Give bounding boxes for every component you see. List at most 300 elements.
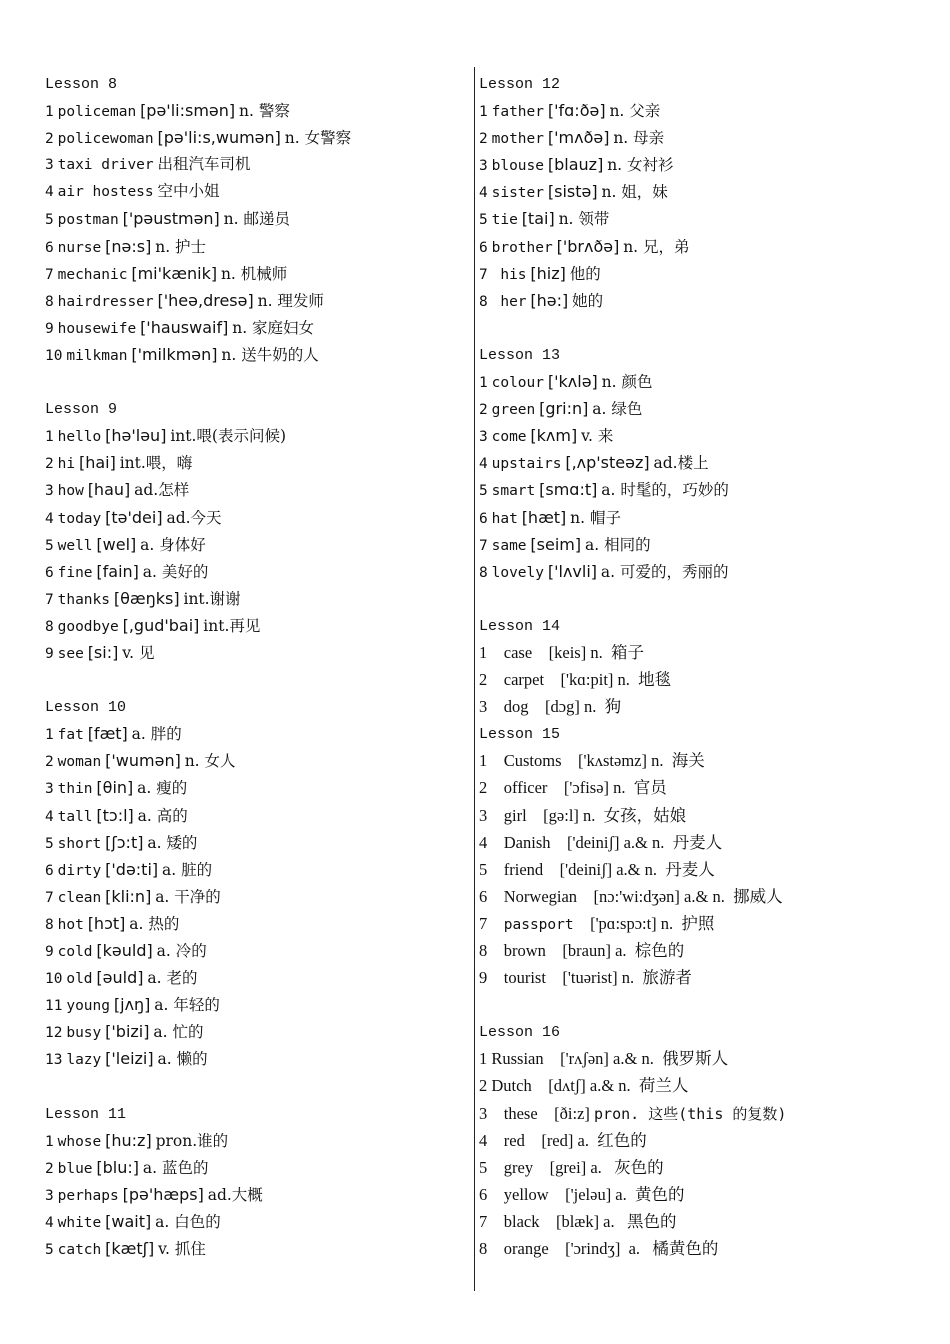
vocab-number: 2: [45, 1160, 54, 1177]
vocab-meaning: pron. 这些(this 的复数): [594, 1104, 787, 1123]
vocab-entry: [479, 368, 939, 395]
vocab-word: white: [57, 1214, 102, 1231]
vocab-word: sister: [491, 185, 544, 202]
vocab-ipa: [blauz]: [547, 155, 604, 175]
vocab-number: 1: [45, 1133, 54, 1150]
vocab-word: hello: [57, 429, 102, 446]
vocab-entry: [45, 504, 465, 531]
vocab-word: short: [57, 835, 102, 852]
vocab-number: 2: [479, 131, 488, 148]
vocab-ipa: [gri:n]: [539, 399, 589, 419]
vocab-number: 7: [479, 913, 504, 933]
vocab-word: young: [66, 998, 110, 1015]
vocab-entry: [45, 829, 465, 856]
vocab-meaning: ad.今天: [166, 508, 222, 527]
vocab-entry-text: 5 friend ['deiniʃ] a.& n. 丹麦人: [479, 859, 715, 879]
vocab-word: taxi driver: [57, 157, 154, 174]
vocab-word: hairdresser: [57, 293, 154, 310]
vocab-ipa: [blu:]: [96, 1157, 140, 1177]
vocab-ipa: [hu:z]: [105, 1130, 152, 1150]
vocab-word: come: [491, 429, 527, 446]
vocab-meaning: v. 抓住: [158, 1240, 206, 1259]
vocab-number: 9: [45, 944, 54, 960]
vocab-word: air hostess: [57, 184, 154, 201]
vocab-number: 3: [45, 1187, 54, 1204]
vocab-word: colour: [491, 375, 544, 392]
vocab-meaning: 他的: [569, 264, 601, 283]
vocab-entry-text: 1 Customs ['kʌstəmz] n. 海关: [479, 751, 705, 771]
vocab-number: 1: [479, 104, 488, 121]
vocab-entry: [45, 910, 465, 937]
vocab-number: 5: [45, 1242, 54, 1259]
vocab-entry: [479, 233, 939, 260]
vocab-word: father: [491, 104, 544, 121]
vocab-meaning: 空中小姐: [157, 182, 220, 201]
vocab-meaning: a. 白色的: [155, 1212, 221, 1231]
vocab-ipa: [smɑ:t]: [539, 480, 598, 500]
vocab-word: tie: [491, 212, 518, 229]
vocab-entry-text: 8 brown [braun] a. 棕色的: [479, 941, 685, 960]
vocab-ipa: [pə'li:s,wumən]: [157, 128, 281, 148]
vocab-entry: [479, 747, 939, 774]
vocab-meaning: a. 高的: [137, 806, 188, 825]
vocab-meaning: n. 帽子: [570, 508, 622, 527]
vocab-meaning: a. 蓝色的: [142, 1158, 209, 1177]
vocab-ipa: [tə'dei]: [105, 507, 163, 527]
vocab-ipa: [fain]: [96, 561, 139, 581]
vocab-word: same: [491, 537, 527, 554]
vocab-number: 2: [479, 402, 488, 419]
vocab-word: tall: [57, 808, 93, 825]
vocab-ipa: [θin]: [96, 778, 134, 798]
vocab-meaning: n. 送牛奶的人: [221, 345, 319, 364]
vocab-meaning: ad.大概: [207, 1185, 263, 1204]
vocab-meaning: ad.怎样: [134, 481, 190, 500]
vocab-entry: [45, 991, 465, 1018]
vocab-entry: [45, 1018, 465, 1045]
vocab-entry: [45, 964, 465, 991]
vocab-entry: [45, 1045, 465, 1072]
vocab-entry: [45, 151, 465, 178]
vocab-ipa: [hɔt]: [87, 913, 126, 933]
vocab-number: 13: [45, 1052, 63, 1069]
vocab-word: hat: [491, 510, 518, 527]
vocab-word: blue: [57, 1160, 93, 1177]
vocab-number: 6: [45, 862, 54, 879]
vocab-ipa: [hai]: [78, 453, 116, 473]
vocab-word: how: [57, 483, 84, 500]
vocab-number: 5: [45, 835, 54, 852]
vocab-word: nurse: [57, 239, 102, 256]
vocab-number: 3: [479, 158, 488, 175]
vocab-word: whose: [57, 1133, 102, 1150]
vocab-entry: [479, 1235, 939, 1262]
vocab-entry: [45, 341, 465, 368]
vocab-entry: [479, 476, 939, 503]
vocab-entry: [45, 422, 465, 449]
vocab-entry: [45, 1154, 465, 1181]
vocab-entry: [479, 802, 939, 829]
vocab-entry-text: 3 girl [gə:l] n. 女孩，姑娘: [479, 805, 687, 825]
vocab-number: 6: [45, 564, 54, 581]
lesson-title: Lesson 12: [479, 76, 561, 93]
lesson-heading: [45, 70, 465, 97]
vocab-ipa: ['lʌvli]: [547, 561, 598, 581]
vocab-ipa: [kəuld]: [96, 941, 153, 960]
vocab-number: 8: [45, 618, 54, 635]
vocab-meaning: n. 理发师: [257, 291, 324, 310]
vocab-entry: [479, 422, 939, 449]
vocab-word: busy: [66, 1025, 102, 1042]
vocab-ipa: [hiz]: [530, 263, 566, 283]
lesson-title: Lesson 11: [45, 1105, 127, 1123]
vocab-word: cold: [57, 944, 93, 960]
vocab-entry: [45, 476, 465, 503]
vocab-word: lazy: [66, 1052, 102, 1069]
vocab-entry: [479, 1181, 939, 1208]
vocab-ipa-meaning: ['pɑ:spɔ:t] n. 护照: [573, 913, 715, 933]
vocab-entry: [479, 531, 939, 558]
vocab-meaning: int.喂(表示问候): [170, 427, 287, 446]
vocab-number: 6: [479, 239, 488, 256]
vocab-number: 8: [479, 564, 488, 581]
vocab-ipa: [,gud'bai]: [122, 615, 200, 635]
vocab-entry: [479, 97, 939, 124]
vocab-word: fine: [57, 564, 93, 581]
vocab-word: clean: [57, 889, 102, 906]
vocab-word: thanks: [57, 591, 110, 608]
vocab-entry: [45, 856, 465, 883]
vocab-entry: [479, 449, 939, 476]
vocab-entry-text: 6 yellow ['jeləu] a. 黄色的: [479, 1184, 685, 1204]
vocab-entry: [479, 883, 939, 910]
lesson-heading: [45, 693, 465, 720]
vocab-word: woman: [57, 754, 102, 771]
vocab-entry: [45, 558, 465, 585]
vocab-ipa: ['də:ti]: [105, 859, 159, 879]
vocab-meaning: a. 热的: [129, 914, 180, 933]
vocab-ipa: [fæt]: [87, 724, 128, 744]
vocab-word: postman: [57, 212, 119, 229]
vocab-ipa: [wel]: [96, 534, 137, 554]
vocab-ipa: [əuld]: [96, 968, 144, 988]
vocab-number: 7: [479, 537, 488, 554]
vocab-entry: [479, 910, 939, 937]
vocab-word: housewife: [57, 320, 137, 337]
vocab-word: see: [57, 645, 84, 662]
vocab-number: 3: [479, 429, 488, 446]
vocab-number: 6: [479, 510, 488, 527]
vocab-ipa: [θæŋks]: [113, 588, 180, 608]
vocab-meaning: a. 懒的: [157, 1050, 208, 1069]
vocab-entry: [45, 260, 465, 287]
vocab-entry: [45, 747, 465, 774]
vocab-entry: [45, 314, 465, 341]
vocab-meaning: v. 来: [581, 427, 614, 446]
vocab-entry: [45, 720, 465, 747]
vocab-number: 10: [45, 347, 63, 364]
column-divider: [474, 67, 475, 1291]
vocab-word: catch: [57, 1242, 102, 1259]
vocab-entry: [45, 883, 465, 910]
vocab-entry-text: 1 Russian ['rʌʃən] a.& n. 俄罗斯人: [479, 1049, 729, 1069]
vocab-entry-text: 3 dog [dɔg] n. 狗: [479, 697, 622, 717]
vocab-ipa: ['leizi]: [105, 1049, 154, 1069]
vocab-number: 3: [45, 483, 54, 500]
vocab-meaning: n. 姐，妹: [601, 183, 668, 202]
vocab-ipa: ['heə,dresə]: [157, 290, 254, 310]
blank-line: [479, 314, 939, 341]
vocab-meaning: n. 颜色: [601, 373, 653, 392]
vocab-number: 4: [45, 510, 54, 527]
vocab-word: hi: [57, 456, 76, 473]
vocab-ipa: [pə'li:smən]: [140, 101, 236, 121]
vocab-number: 6: [45, 239, 54, 256]
vocab-entry: [45, 449, 465, 476]
vocab-entry-text: 7 black [blæk] a. 黑色的: [479, 1211, 677, 1231]
lesson-heading: [45, 1100, 465, 1127]
vocab-meaning: a. 老的: [147, 969, 198, 988]
vocab-entry-text: 6 Norwegian [nɔ:'wi:dʒən] a.& n. 挪威人: [479, 886, 783, 906]
vocab-number: 1: [45, 104, 54, 121]
blank-line: [479, 991, 939, 1018]
vocab-ipa: [kli:n]: [105, 886, 152, 906]
vocab-word: his: [491, 266, 527, 283]
vocab-word: perhaps: [57, 1187, 119, 1204]
vocab-entry: [45, 287, 465, 314]
vocab-meaning: a. 瘦的: [137, 779, 188, 798]
vocab-meaning: n. 邮递员: [223, 210, 291, 229]
vocab-number: 5: [479, 483, 488, 500]
vocab-entry: [479, 964, 939, 991]
vocab-entry: [45, 802, 465, 829]
vocab-ipa: [nə:s]: [105, 236, 152, 256]
vocab-entry: [45, 585, 465, 612]
vocab-entry: [479, 937, 939, 964]
vocab-number: 5: [45, 537, 54, 554]
vocab-word: smart: [491, 483, 536, 500]
vocab-word: brother: [491, 239, 553, 256]
vocab-meaning: a. 干净的: [155, 887, 221, 906]
vocab-ipa: [sistə]: [547, 182, 598, 202]
vocab-word-ipa: 3 these [ði:z]: [479, 1103, 595, 1123]
vocab-number: 7: [45, 266, 54, 283]
vocab-word: dirty: [57, 862, 102, 879]
vocab-number: 4: [479, 185, 488, 202]
right-column: [479, 70, 939, 1262]
vocab-ipa: ['hauswaif]: [140, 317, 229, 337]
vocab-ipa: [hə'ləu]: [105, 426, 167, 446]
vocab-entry: [45, 531, 465, 558]
vocab-entry-text: 4 red [red] a. 红色的: [479, 1130, 647, 1150]
vocab-ipa: ['pəustmən]: [122, 209, 220, 229]
vocab-word: mechanic: [57, 266, 128, 283]
vocab-ipa: ['fɑ:ðə]: [547, 101, 606, 121]
vocab-word: policeman: [57, 104, 137, 121]
vocab-number: 7: [45, 591, 54, 608]
lesson-title: Lesson 10: [45, 699, 127, 717]
vocab-word: goodbye: [57, 618, 119, 635]
vocab-ipa: [jʌŋ]: [113, 995, 151, 1015]
vocab-meaning: a. 身体好: [140, 535, 206, 554]
vocab-ipa: [si:]: [87, 642, 119, 662]
vocab-number: 9: [45, 320, 54, 337]
vocab-entry: [479, 178, 939, 205]
vocab-entry-text: 2 officer ['ɔfisə] n. 官员: [479, 778, 667, 798]
vocab-meaning: a. 可爱的，秀丽的: [600, 562, 729, 581]
vocab-entry: [479, 260, 939, 287]
blank-line: [479, 585, 939, 612]
vocab-number: 8: [479, 293, 488, 310]
vocab-number: 11: [45, 998, 63, 1015]
vocab-meaning: n. 机械师: [220, 264, 288, 283]
lesson-heading: [479, 720, 939, 747]
vocab-number: 8: [45, 293, 54, 310]
vocab-word: upstairs: [491, 456, 562, 473]
left-column: [45, 70, 465, 1262]
vocab-word: green: [491, 402, 536, 419]
vocab-ipa: [hə:]: [530, 290, 569, 310]
vocab-word: fat: [57, 727, 84, 744]
vocab-meaning: a. 时髦的，巧妙的: [601, 481, 729, 500]
vocab-entry: [45, 1127, 465, 1154]
vocab-word: milkman: [66, 347, 128, 364]
vocab-word: today: [57, 510, 102, 527]
blank-line: [45, 1072, 465, 1099]
vocab-ipa: [tai]: [521, 209, 555, 229]
vocab-meaning: v. 见: [122, 643, 155, 662]
vocab-entry: [45, 1208, 465, 1235]
vocab-entry: [45, 1235, 465, 1262]
vocab-word: thin: [57, 781, 93, 798]
vocab-entry: [479, 287, 939, 314]
vocab-meaning: a. 绿色: [592, 400, 643, 419]
vocab-word: old: [66, 971, 93, 988]
vocab-entry: [479, 693, 939, 720]
vocab-ipa: ['milkmən]: [131, 344, 218, 364]
vocab-ipa: [tɔ:l]: [96, 805, 134, 825]
vocab-entry: [45, 1181, 465, 1208]
vocab-number: 3: [45, 781, 54, 798]
vocab-entry-text: 1 case [keis] n. 箱子: [479, 642, 644, 662]
vocab-ipa: [hau]: [87, 480, 131, 500]
vocab-entry: [479, 639, 939, 666]
vocab-word: blouse: [491, 158, 544, 175]
vocab-word: lovely: [491, 564, 544, 581]
lesson-heading: [479, 612, 939, 639]
vocab-meaning: n. 警察: [239, 102, 290, 121]
vocab-entry-text: 8 orange ['ɔrindʒ] a. 橘黄色的: [479, 1239, 719, 1259]
lesson-title: Lesson 8: [45, 76, 118, 93]
vocab-word: passport: [503, 916, 574, 933]
vocab-meaning: a. 矮的: [147, 833, 198, 852]
vocab-number: 10: [45, 971, 63, 988]
vocab-meaning: a. 忙的: [153, 1023, 204, 1042]
lesson-title: Lesson 9: [45, 401, 118, 419]
vocab-entry: [479, 558, 939, 585]
vocab-meaning: a. 年轻的: [154, 996, 220, 1015]
vocab-entry: [479, 205, 939, 232]
vocab-meaning: a. 冷的: [156, 942, 207, 960]
lesson-title: Lesson 16: [479, 1024, 561, 1042]
vocab-entry: [479, 1154, 939, 1181]
vocab-number: 8: [45, 916, 54, 933]
vocab-meaning: a. 相同的: [584, 535, 651, 554]
vocab-ipa: ['wumən]: [105, 751, 181, 771]
vocab-entry: [45, 937, 465, 964]
vocab-ipa: ['bizi]: [105, 1022, 150, 1042]
lesson-title: Lesson 13: [479, 346, 561, 364]
vocab-number: 1: [45, 727, 54, 744]
lesson-heading: [479, 70, 939, 97]
vocab-number: 9: [45, 645, 54, 662]
vocab-word: hot: [57, 916, 84, 933]
vocab-meaning: n. 女警察: [284, 129, 352, 148]
vocab-entry: [479, 151, 939, 178]
blank-line: [45, 368, 465, 395]
lesson-title: Lesson 14: [479, 617, 561, 635]
lesson-title: Lesson 15: [479, 726, 561, 744]
vocab-meaning: n. 护士: [155, 237, 207, 256]
vocab-word: policewoman: [57, 131, 154, 148]
vocab-meaning: a. 脏的: [162, 860, 213, 879]
vocab-meaning: int.谢谢: [183, 589, 241, 608]
vocab-meaning: ad.楼上: [653, 454, 709, 473]
vocab-number: 12: [45, 1025, 63, 1042]
vocab-ipa: [ʃɔ:t]: [105, 832, 144, 852]
vocab-number: 7: [45, 889, 54, 906]
vocab-meaning: 她的: [572, 291, 604, 310]
vocab-entry: [45, 124, 465, 151]
lesson-heading: [479, 341, 939, 368]
vocab-meaning: 出租汽车司机: [157, 155, 251, 174]
vocab-number: 2: [45, 456, 54, 473]
vocab-meaning: n. 父亲: [609, 102, 661, 121]
vocab-ipa: [wait]: [105, 1211, 152, 1231]
vocab-ipa: ['kʌlə]: [547, 372, 598, 392]
vocab-entry: [479, 504, 939, 531]
vocab-word: mother: [491, 131, 544, 148]
vocab-entry: [479, 774, 939, 801]
vocab-number: 5: [479, 212, 488, 229]
vocab-entry: [45, 233, 465, 260]
vocab-ipa: [,ʌp'steəz]: [565, 453, 650, 473]
vocab-number: 4: [45, 808, 54, 825]
vocab-ipa: [kʌm]: [530, 426, 578, 446]
vocab-ipa: [hæt]: [521, 507, 567, 527]
vocab-entry: [45, 774, 465, 801]
vocab-meaning: pron.谁的: [155, 1131, 229, 1150]
vocab-meaning: n. 女人: [184, 752, 236, 771]
vocab-entry: [479, 1127, 939, 1154]
lesson-heading: [479, 1018, 939, 1045]
vocab-entry: [45, 612, 465, 639]
vocab-entry: [479, 1045, 939, 1072]
vocab-entry-text: 2 Dutch [dʌtʃ] a.& n. 荷兰人: [479, 1076, 689, 1096]
vocab-entry: [479, 829, 939, 856]
vocab-entry: [45, 178, 465, 205]
vocab-ipa: [kætʃ]: [105, 1239, 155, 1259]
vocab-entry: [479, 395, 939, 422]
vocab-entry: [479, 124, 939, 151]
vocab-meaning: int.再见: [203, 616, 261, 635]
vocab-number: 2: [45, 754, 54, 771]
vocab-entry-text: 2 carpet ['kɑ:pit] n. 地毯: [479, 670, 672, 690]
vocab-meaning: n. 母亲: [613, 129, 665, 148]
vocab-meaning: n. 兄，弟: [623, 237, 690, 256]
vocab-entry: [479, 1208, 939, 1235]
vocab-meaning: int.喂，嗨: [119, 454, 193, 473]
